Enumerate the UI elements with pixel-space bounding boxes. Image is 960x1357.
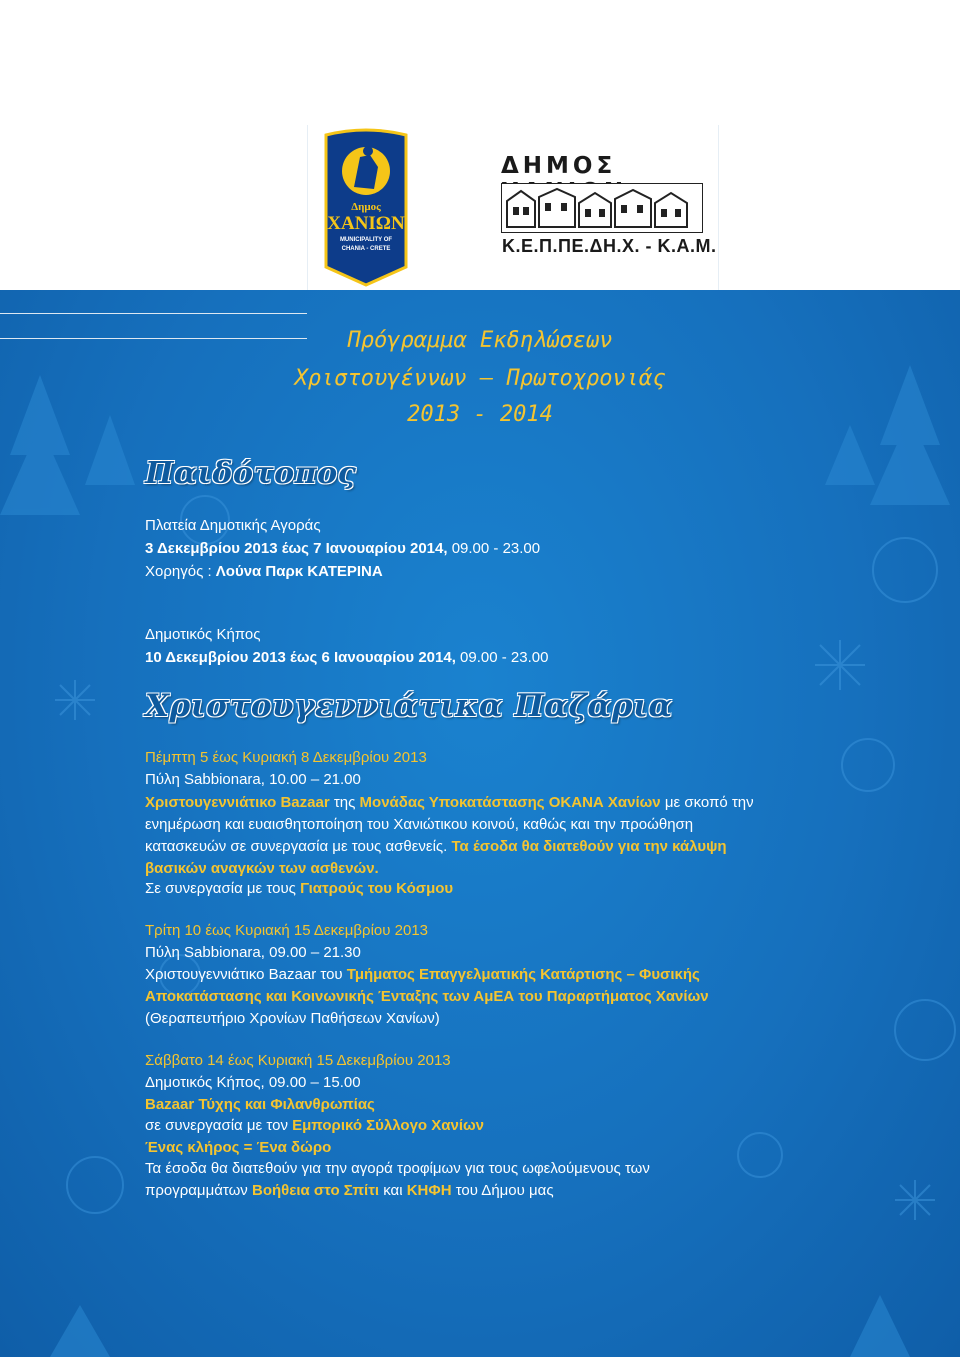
e3-line-4: Τα έσοδα θα διατεθούν για την αγορά τροφίμων για τους ωφελούμενους των bbox=[145, 1160, 650, 1177]
dimos-title: ΔΗΜΟΣ bbox=[501, 153, 617, 179]
e3-date: Σάββατο 14 έως Κυριακή 15 Δεκεμβρίου 2013 bbox=[145, 1052, 451, 1069]
s1-sponsor-name: Λούνα Παρκ ΚΑΤΕΡΙΝΑ bbox=[215, 563, 383, 580]
s2-dates-text: 10 Δεκεμβρίου 2013 έως 6 Ιανουαρίου 2014, bbox=[145, 649, 456, 666]
header-panel bbox=[0, 125, 960, 290]
e1-purpose: με σκοπό την bbox=[660, 794, 754, 811]
e1-unit: Μονάδας Υποκατάστασης ΟΚΑΝΑ Χανίων bbox=[359, 794, 661, 811]
s1-sponsor-label: Χορηγός : bbox=[145, 563, 216, 580]
s1-dates bbox=[145, 540, 540, 557]
s1-time: 09.00 - 23.00 bbox=[447, 540, 541, 557]
e1-of: της bbox=[329, 794, 360, 811]
e1-line-4: βασικών αναγκών των ασθενών. bbox=[145, 860, 379, 877]
e1-place: Πύλη Sabbionara, 10.00 – 21.00 bbox=[145, 771, 361, 788]
crest-subtitle-1: MUNICIPALITY OF bbox=[339, 237, 393, 243]
e3-home-help: Βοήθεια στο Σπίτι bbox=[251, 1182, 380, 1199]
e2-place: Πύλη Sabbionara, 09.00 – 21.30 bbox=[145, 944, 361, 961]
e2-line-1 bbox=[145, 966, 700, 983]
houses-logo-icon bbox=[501, 183, 703, 233]
e1-bazaar: Χριστουγεννιάτικο Bazaar bbox=[145, 794, 330, 811]
kepe-text: Κ.Ε.Π.ΠΕ.ΔΗ.Χ. - Κ.Α.Μ. bbox=[502, 236, 717, 256]
crest-name: ΧΑΝΙΩΝ bbox=[327, 213, 405, 234]
s2-place: Δημοτικός Κήπος bbox=[145, 626, 261, 643]
e1-crafts: κατασκευών σε συνεργασία με τους ασθενείς. bbox=[145, 838, 452, 855]
s1-sponsor bbox=[145, 563, 383, 580]
e3-place: Δημοτικός Κήπος, 09.00 – 15.00 bbox=[145, 1074, 361, 1091]
e2-dept: Τμήματος Επαγγελματικής Κατάρτισης – Φυσικής bbox=[346, 966, 700, 983]
e3-line-3: Ένας κλήρος = Ένα δώρο bbox=[145, 1139, 332, 1156]
s1-dates-text: 3 Δεκεμβρίου 2013 έως 7 Ιανουαρίου 2014, bbox=[145, 540, 448, 557]
top-margin bbox=[0, 0, 960, 125]
s2-time: 09.00 - 23.00 bbox=[455, 649, 549, 666]
s1-place: Πλατεία Δημοτικής Αγοράς bbox=[145, 517, 321, 534]
e3-kifi: ΚΗΦΗ bbox=[406, 1182, 452, 1199]
e3-coop: σε συνεργασία με τον bbox=[145, 1117, 293, 1134]
e2-line-2: Αποκατάστασης και Κοινωνικής Ένταξης των ΑμΕΑ του Παραρτήματος Χανίων bbox=[145, 988, 709, 1005]
e2-line-3: (Θεραπευτήριο Χρονίων Παθήσεων Χανίων) bbox=[145, 1010, 440, 1027]
e1-proceeds: Τα έσοδα θα διατεθούν για την κάλυψη bbox=[451, 838, 727, 855]
e3-line-1: Bazaar Τύχης και Φιλανθρωπίας bbox=[145, 1096, 375, 1113]
e2-date: Τρίτη 10 έως Κυριακή 15 Δεκεμβρίου 2013 bbox=[145, 922, 429, 939]
municipality-crest bbox=[324, 127, 408, 287]
e1-doctors: Γιατρούς του Κόσμου bbox=[300, 880, 454, 897]
program-title-line-3: 2013 - 2014 bbox=[407, 402, 553, 427]
logo-area bbox=[307, 125, 719, 290]
e3-municipality: του Δήμου μας bbox=[451, 1182, 554, 1199]
program-title-line-2: Χριστουγέννων – Πρωτοχρονιάς bbox=[294, 366, 666, 391]
e1-line-3 bbox=[145, 838, 727, 855]
e3-and: και bbox=[379, 1182, 407, 1199]
crest-title: Δημος bbox=[351, 201, 381, 213]
e1-line-5 bbox=[145, 880, 453, 897]
e1-line-1 bbox=[145, 794, 754, 811]
e1-coop: Σε συνεργασία με τους bbox=[145, 880, 301, 897]
section-title-bazaars: Χριστουγεννιάτικα Παζάρια bbox=[145, 688, 673, 724]
e1-line-2: ενημέρωση και ευαισθητοποίηση του Χανιώτικου κοινού, καθώς και την προώθηση bbox=[145, 816, 694, 833]
program-title-line-1: Πρόγραμμα Εκδηλώσεων bbox=[347, 328, 613, 353]
e2-bazaar: Χριστουγεννιάτικο Bazaar του bbox=[145, 966, 347, 983]
e3-line-2 bbox=[145, 1117, 484, 1134]
e3-programs: προγραμμάτων bbox=[145, 1182, 252, 1199]
e3-line-5 bbox=[145, 1182, 554, 1199]
e3-assoc: Εμπορικό Σύλλογο Χανίων bbox=[292, 1117, 484, 1134]
e1-date: Πέμπτη 5 έως Κυριακή 8 Δεκεμβρίου 2013 bbox=[145, 749, 427, 766]
crest-subtitle-2: CHANIA - CRETE bbox=[341, 246, 391, 252]
section-title-paidotopos: Παιδότοπος bbox=[145, 456, 357, 491]
s2-dates bbox=[145, 649, 548, 666]
